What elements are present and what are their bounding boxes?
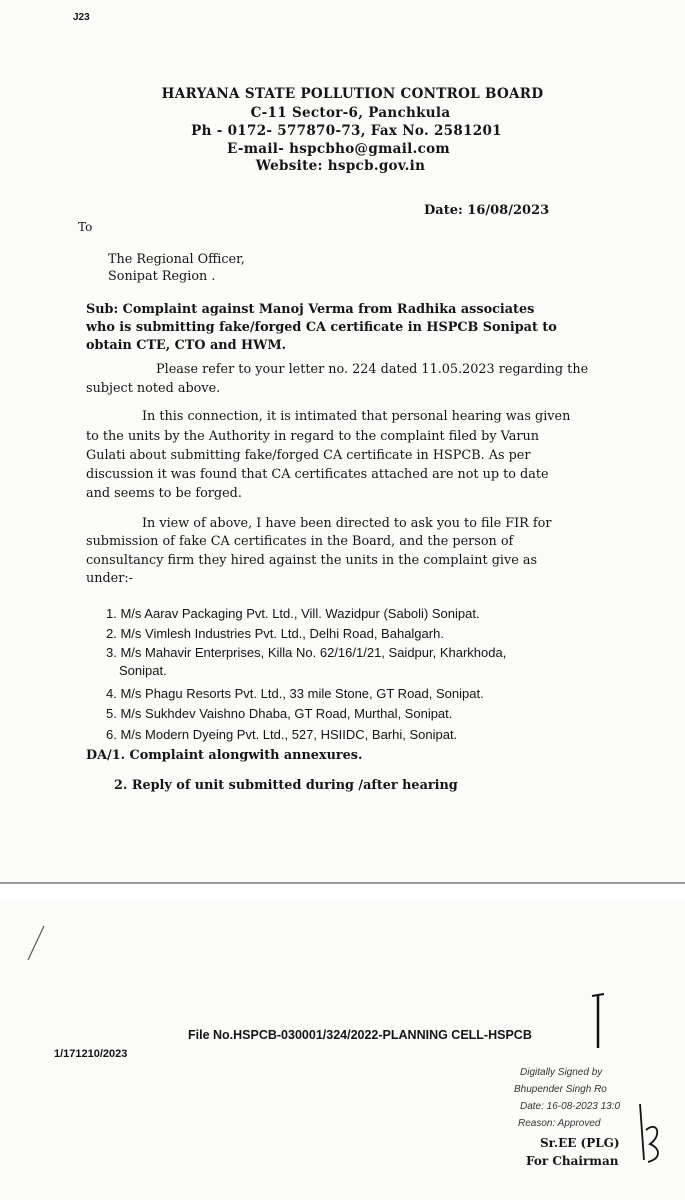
letter-date: Date: 16/08/2023 [424, 203, 550, 218]
org-email: E-mail- hspcbho@gmail.com [226, 141, 450, 157]
para3-line3: consultancy firm they hired against the units in the complaint give as [86, 553, 538, 568]
para2-line5: and seems to be forged. [86, 486, 242, 501]
list-item-continuation: Sonipat. [119, 663, 167, 678]
list-item: 6. M/s Modern Dyeing Pvt. Ltd., 527, HSIIDC, Barhi, Sonipat. [106, 727, 458, 742]
org-name: HARYANA STATE POLLUTION CONTROL BOARD [161, 86, 544, 102]
enclosure-line1: DA/1. Complaint alongwith annexures. [86, 748, 363, 763]
signature-stroke-icon [588, 992, 608, 1052]
list-item: 3. M/s Mahavir Enterprises, Killa No. 62/16/1/21, Saidpur, Kharkhoda, [106, 645, 507, 660]
para3-line1: In view of above, I have been directed to ask you to file FIR for [142, 516, 552, 531]
org-website: Website: hspcb.gov.in [255, 158, 426, 174]
para2-line3: Gulati about submitting fake/forged CA certificate in HSPCB. As per [86, 448, 531, 463]
subject-line3: obtain CTE, CTO and HWM. [86, 338, 287, 353]
list-item: 2. M/s Vimlesh Industries Pvt. Ltd., Delhi Road, Bahalgarh. [106, 626, 444, 641]
recipient-line1: The Regional Officer, [108, 252, 245, 267]
page-number: J23 [73, 12, 90, 23]
recipient-line2: Sonipat Region . [108, 269, 216, 284]
page-separator [0, 882, 685, 902]
list-item: 5. M/s Sukhdev Vaishno Dhaba, GT Road, Murthal, Sonipat. [106, 706, 453, 721]
org-address: C-11 Sector-6, Panchkula [250, 105, 451, 121]
signatory-designation: Sr.EE (PLG) [540, 1136, 620, 1150]
corner-mark-icon [26, 922, 48, 962]
file-number: File No.HSPCB-030001/324/2022-PLANNING CELL-HSPCB [188, 1028, 532, 1042]
para1-line2: subject noted above. [86, 381, 221, 396]
subject-line1: Sub: Complaint against Manoj Verma from Radhika associates [86, 302, 535, 317]
signatory-for: For Chairman [526, 1154, 619, 1168]
to-label: To [78, 220, 93, 234]
signature-line1: Digitally Signed by [520, 1067, 603, 1078]
enclosure-line2: 2. Reply of unit submitted during /after hearing [114, 778, 458, 793]
para2-line4: discussion it was found that CA certificates attached are not up to date [86, 467, 549, 482]
list-item: 4. M/s Phagu Resorts Pvt. Ltd., 33 mile Stone, GT Road, Sonipat. [106, 686, 484, 701]
para2-line2: to the units by the Authority in regard to the complaint filed by Varun [86, 429, 539, 444]
para3-line4: under:- [86, 571, 134, 586]
signature-line4: Reason: Approved [518, 1118, 601, 1129]
org-phone: Ph - 0172- 577870-73, Fax No. 2581201 [191, 123, 502, 139]
para3-line2: submission of fake CA certificates in the Board, and the person of [86, 534, 514, 549]
para2-line1: In this connection, it is intimated that personal hearing was given [142, 409, 571, 424]
letter-page-2 [0, 900, 685, 1200]
list-item: 1. M/s Aarav Packaging Pvt. Ltd., Vill. Wazidpur (Saboli) Sonipat. [106, 606, 480, 621]
signature-line2: Bhupender Singh Ro [514, 1084, 607, 1095]
handwritten-signature-icon [632, 1100, 672, 1170]
signature-line3: Date: 16-08-2023 13:0 [520, 1101, 621, 1112]
subject-line2: who is submitting fake/forged CA certificate in HSPCB Sonipat to [86, 320, 557, 335]
para1-line1: Please refer to your letter no. 224 dated 11.05.2023 regarding the [156, 362, 589, 377]
reference-number: 1/171210/2023 [54, 1048, 128, 1060]
